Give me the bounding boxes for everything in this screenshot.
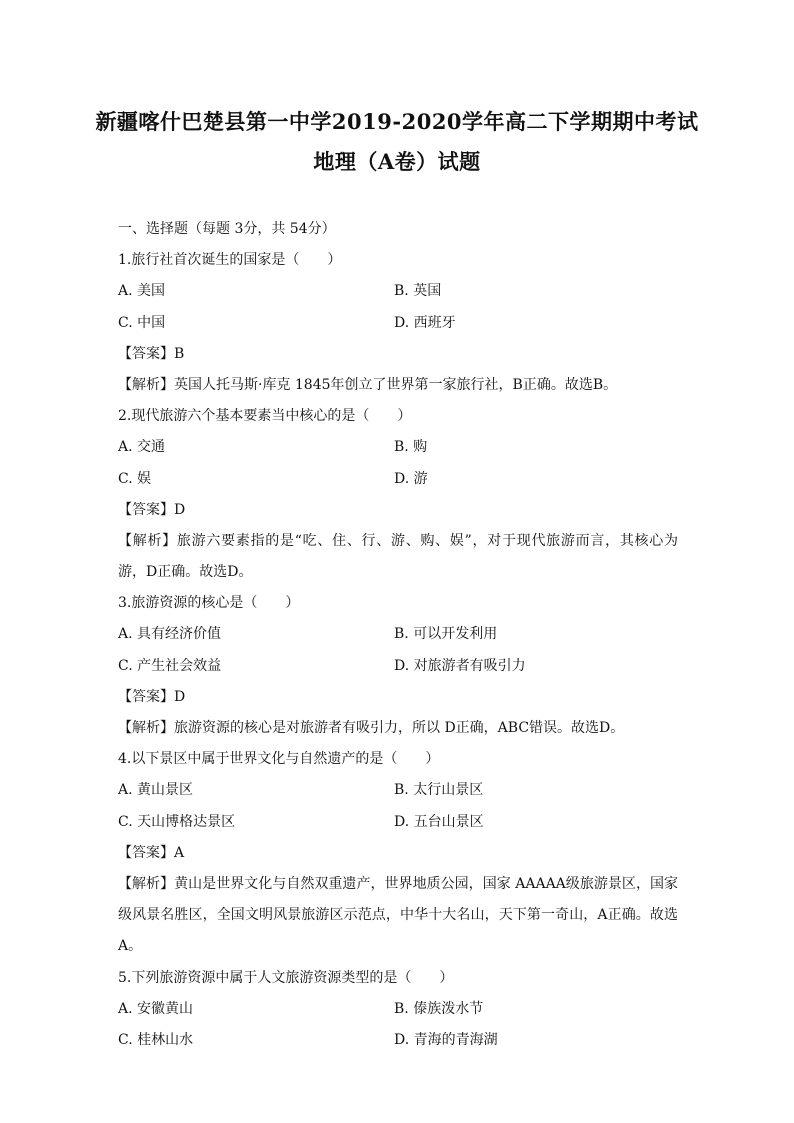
option-d: D. 对旅游者有吸引力 <box>394 657 526 674</box>
option-d: D. 游 <box>394 470 428 487</box>
document-subtitle: 地理（A卷）试题 <box>313 149 481 174</box>
option-a: A. 安徽黄山 <box>118 1000 194 1017</box>
option-a: A. 具有经济价值 <box>118 626 222 643</box>
answer: 【答案】A <box>118 844 185 861</box>
answer: 【答案】D <box>118 688 186 705</box>
option-c: C. 天山博格达景区 <box>118 813 236 830</box>
option-a: A. 交通 <box>118 439 166 456</box>
option-row <box>118 308 678 339</box>
answer: 【答案】B <box>118 345 185 362</box>
option-a: A. 美国 <box>118 283 166 300</box>
question-stem: 3.旅游资源的核心是（ ） <box>118 595 300 612</box>
option-a: A. 黄山景区 <box>118 782 194 799</box>
question-stem: 4.以下景区中属于世界文化与自然遗产的是（ ） <box>118 751 440 768</box>
option-b: B. 太行山景区 <box>394 782 484 799</box>
option-row <box>118 464 678 495</box>
option-c: C. 中国 <box>118 314 166 331</box>
option-row <box>118 775 678 806</box>
question-stem: 5.下列旅游资源中属于人文旅游资源类型的是（ ） <box>118 969 454 986</box>
question-stem: 1.旅行社首次诞生的国家是（ ） <box>118 252 342 269</box>
option-row <box>118 651 678 682</box>
option-row <box>118 276 678 307</box>
option-b: B. 英国 <box>394 283 442 300</box>
analysis: 【解析】英国人托马斯·库克 1845年创立了世界第一家旅行社，B正确。故选B。 <box>118 376 618 393</box>
exam-content <box>118 214 678 1056</box>
section-heading: 一、选择题（每题 3分，共 54分） <box>118 221 336 237</box>
option-c: C. 产生社会效益 <box>118 657 222 674</box>
option-row <box>118 619 678 650</box>
option-row <box>118 432 678 463</box>
analysis: 【解析】旅游资源的核心是对旅游者有吸引力，所以 D正确，ABC错误。故选D。 <box>118 720 625 737</box>
analysis: 【解析】黄山是世界文化与自然双重遗产，世界地质公园，国家 AAAAA级旅游景区，国家级风景名胜区，全国文明风景旅游区示范点，中华十大名山，天下第一奇山，A正确。故选A。 <box>118 875 678 955</box>
option-d: D. 西班牙 <box>394 314 456 331</box>
document-title: 新疆喀什巴楚县第一中学2019-2020学年高二下学期期中考试 <box>95 109 699 134</box>
option-row <box>118 994 678 1025</box>
option-c: C. 桂林山水 <box>118 1031 194 1048</box>
question-stem: 2.现代旅游六个基本要素当中核心的是（ ） <box>118 408 412 425</box>
option-c: C. 娱 <box>118 470 152 487</box>
analysis: 【解析】旅游六要素指的是“吃、住、行、游、购、娱”，对于现代旅游而言，其核心为游，D正确。故选D。 <box>118 532 678 581</box>
answer: 【答案】D <box>118 501 186 518</box>
option-row <box>118 1025 678 1056</box>
option-d: D. 青海的青海湖 <box>394 1031 498 1048</box>
option-d: D. 五台山景区 <box>394 813 484 830</box>
option-b: B. 可以开发利用 <box>394 626 498 643</box>
option-row <box>118 807 678 838</box>
option-b: B. 傣族泼水节 <box>394 1000 484 1017</box>
option-b: B. 购 <box>394 439 428 456</box>
